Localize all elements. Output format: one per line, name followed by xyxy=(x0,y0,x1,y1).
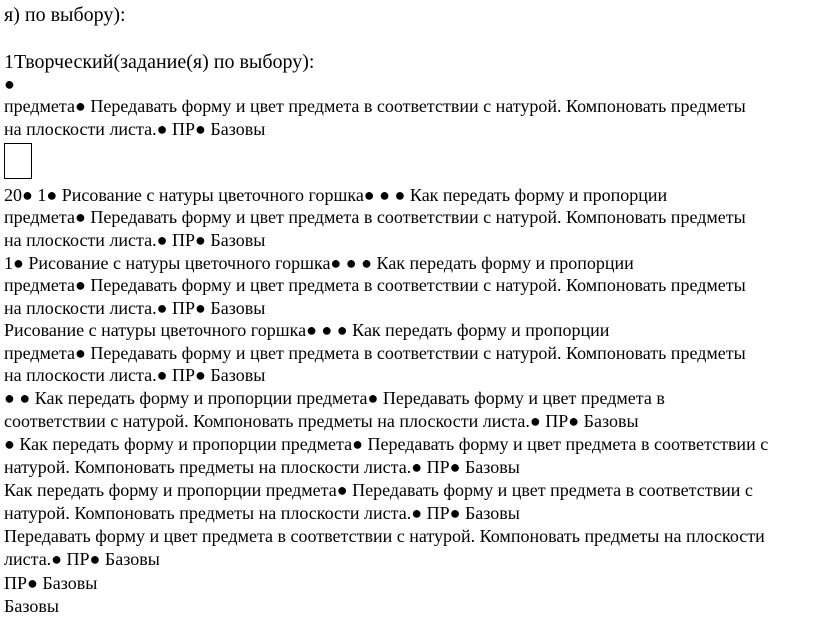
text-line-4: предмета● Передавать форму и цвет предмета в соответствии с натурой. Компоновать предметы xyxy=(4,96,746,116)
text-line-18: натурой. Компоновать предметы на плоскости листа.● ПР● Базовы xyxy=(4,457,520,477)
empty-box xyxy=(4,143,32,179)
text-line-14: на плоскости листа.● ПР● Базовы xyxy=(4,365,266,385)
text-line-2: 1Творческий(задание(я) по выбору): xyxy=(4,51,315,73)
text-line-10: предмета● Передавать форму и цвет предмета в соответствии с натурой. Компоновать предметы xyxy=(4,275,746,295)
text-line-21: Передавать форму и цвет предмета в соответствии с натурой. Компоновать предметы на плоскости xyxy=(4,526,765,546)
text-line-17: ● Как передать форму и пропорции предмета● Передавать форму и цвет предмета в соответствии с xyxy=(4,434,769,454)
text-line-7: предмета● Передавать форму и цвет предмета в соответствии с натурой. Компоновать предметы xyxy=(4,207,746,227)
text-line-9: 1● Рисование с натуры цветочного горшка● ● ● Как передать форму и пропорции xyxy=(4,253,634,273)
text-line-22: листа.● ПР● Базовы xyxy=(4,549,160,569)
text-line-6: 20● 1● Рисование с натуры цветочного горшка● ● ● Как передать форму и пропорции xyxy=(4,185,668,205)
text-line-3: ● xyxy=(4,74,15,94)
text-line-24: Базовы xyxy=(4,596,59,616)
text-line-5: на плоскости листа.● ПР● Базовы xyxy=(4,119,266,139)
text-line-11: на плоскости листа.● ПР● Базовы xyxy=(4,298,266,318)
text-line-15: ● ● Как передать форму и пропорции предмета● Передавать форму и цвет предмета в xyxy=(4,388,665,408)
text-line-8: на плоскости листа.● ПР● Базовы xyxy=(4,230,266,250)
text-line-12: Рисование с натуры цветочного горшка● ● ● Как передать форму и пропорции xyxy=(4,320,610,340)
text-line-20: натурой. Компоновать предметы на плоскости листа.● ПР● Базовы xyxy=(4,503,520,523)
text-line-16: соответствии с натурой. Компоновать предметы на плоскости листа.● ПР● Базовы xyxy=(4,411,639,431)
text-line-1: я) по выбору): xyxy=(4,4,126,26)
text-line-19: Как передать форму и пропорции предмета● Передавать форму и цвет предмета в соответствии с xyxy=(4,480,753,500)
text-line-13: предмета● Передавать форму и цвет предмета в соответствии с натурой. Компоновать предметы xyxy=(4,343,746,363)
text-line-23: ПР● Базовы xyxy=(4,573,98,593)
